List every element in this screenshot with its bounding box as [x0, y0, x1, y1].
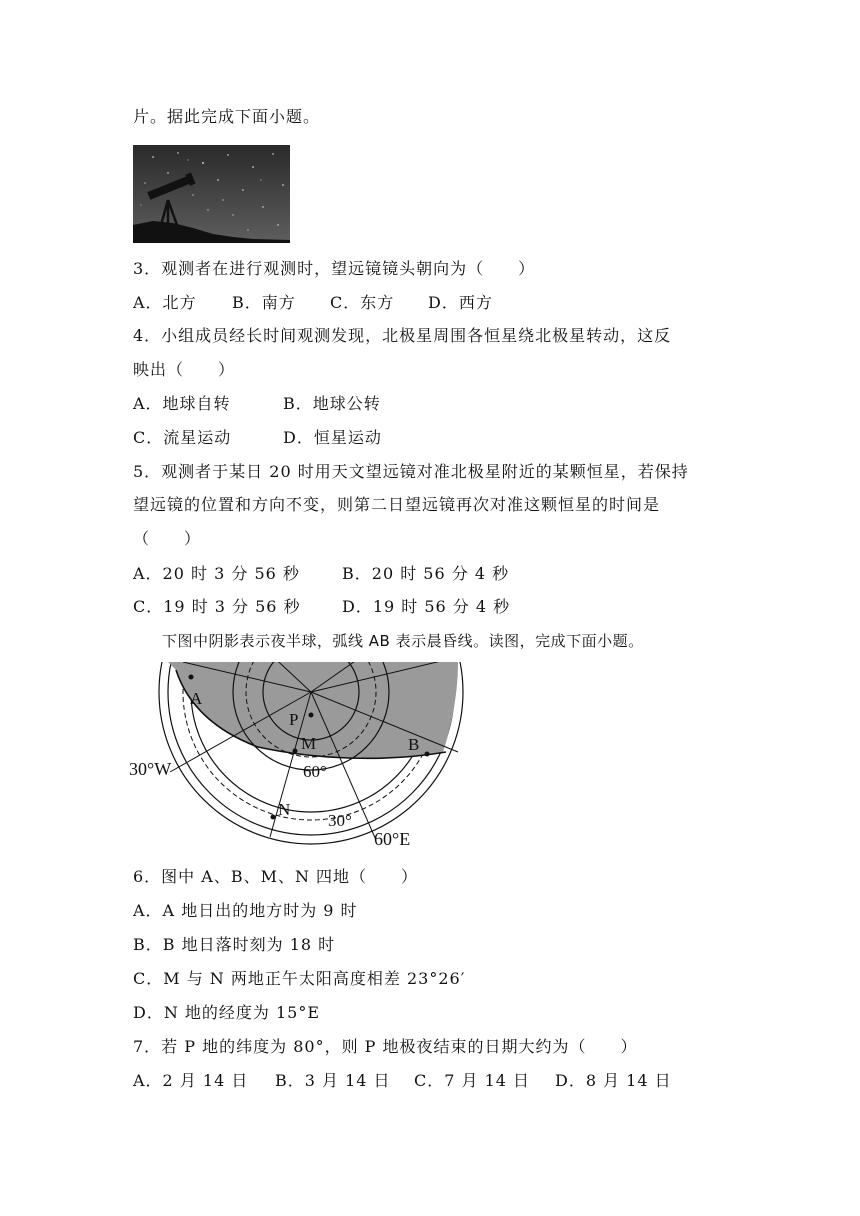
q3-option-c[interactable]: C．东方: [330, 293, 395, 312]
passage2-text: 下图中阴影表示夜半球，弧线 AB 表示晨昏线。读图，完成下面小题。: [162, 632, 644, 650]
q3-option-a[interactable]: A．北方: [133, 293, 197, 312]
q5-option-a[interactable]: A．20 时 3 分 56 秒: [133, 564, 300, 583]
label-lat60: 60°: [303, 762, 327, 781]
telescope-night-sky-photo: [133, 145, 290, 243]
q5-stem-line3: （ ）: [133, 529, 202, 548]
q7-option-d[interactable]: D．8 月 14 日: [555, 1071, 672, 1090]
label-p: P: [289, 710, 299, 729]
q3-stem: 3．观测者在进行观测时，望远镜镜头朝向为（ ）: [133, 259, 536, 278]
point-n: [271, 815, 276, 820]
q4-stem-line1: 4．小组成员经长时间观测发现，北极星周围各恒星绕北极星转动，这反: [133, 326, 672, 345]
intro-tail-text: 片。据此完成下面小题。: [133, 107, 321, 126]
label-a: A: [190, 689, 203, 708]
q6-option-d[interactable]: D．N 地的经度为 15°E: [133, 1003, 321, 1022]
q3-option-d[interactable]: D．西方: [428, 293, 493, 312]
q5-option-d[interactable]: D．19 时 56 分 4 秒: [342, 597, 511, 616]
label-lat30: 30°: [328, 811, 352, 830]
q3-option-b[interactable]: B．南方: [232, 293, 296, 312]
q5-option-b[interactable]: B．20 时 56 分 4 秒: [342, 564, 510, 583]
q5-option-c[interactable]: C．19 时 3 分 56 秒: [133, 597, 301, 616]
label-60e: 60°E: [374, 829, 411, 849]
q4-option-b[interactable]: B．地球公转: [283, 394, 381, 413]
q7-stem: 7．若 P 地的纬度为 80°，则 P 地极夜结束的日期大约为（ ）: [133, 1037, 638, 1056]
label-30w: 30°W: [129, 759, 172, 779]
q6-option-c[interactable]: C．M 与 N 两地正午太阳高度相差 23°26′: [133, 969, 466, 988]
point-b: [425, 752, 430, 757]
label-b: B: [408, 735, 420, 754]
q6-option-b[interactable]: B．B 地日落时刻为 18 时: [133, 935, 336, 954]
q6-option-a[interactable]: A．A 地日出的地方时为 9 时: [133, 901, 358, 920]
label-n: N: [278, 800, 291, 819]
point-a: [189, 675, 194, 680]
point-m: [293, 749, 298, 754]
q7-option-c[interactable]: C．7 月 14 日: [414, 1071, 531, 1090]
label-m: M: [301, 734, 317, 753]
q4-stem-line2: 映出（ ）: [133, 360, 236, 379]
q5-stem-line2: 望远镜的位置和方向不变，则第二日望远镜再次对准这颗恒星的时间是: [133, 495, 661, 514]
q7-option-a[interactable]: A．2 月 14 日: [133, 1071, 249, 1090]
point-p: [309, 713, 314, 718]
q4-option-c[interactable]: C．流星运动: [133, 428, 232, 447]
q5-stem-line1: 5．观测者于某日 20 时用天文望远镜对准北极星附近的某颗恒星，若保持: [133, 462, 689, 481]
q6-stem: 6．图中 A、B、M、N 四地（ ）: [133, 867, 419, 886]
day-night-polar-diagram: [128, 662, 468, 852]
q7-option-b[interactable]: B．3 月 14 日: [275, 1071, 391, 1090]
q4-option-d[interactable]: D．恒星运动: [283, 428, 382, 447]
q4-option-a[interactable]: A．地球自转: [133, 394, 231, 413]
